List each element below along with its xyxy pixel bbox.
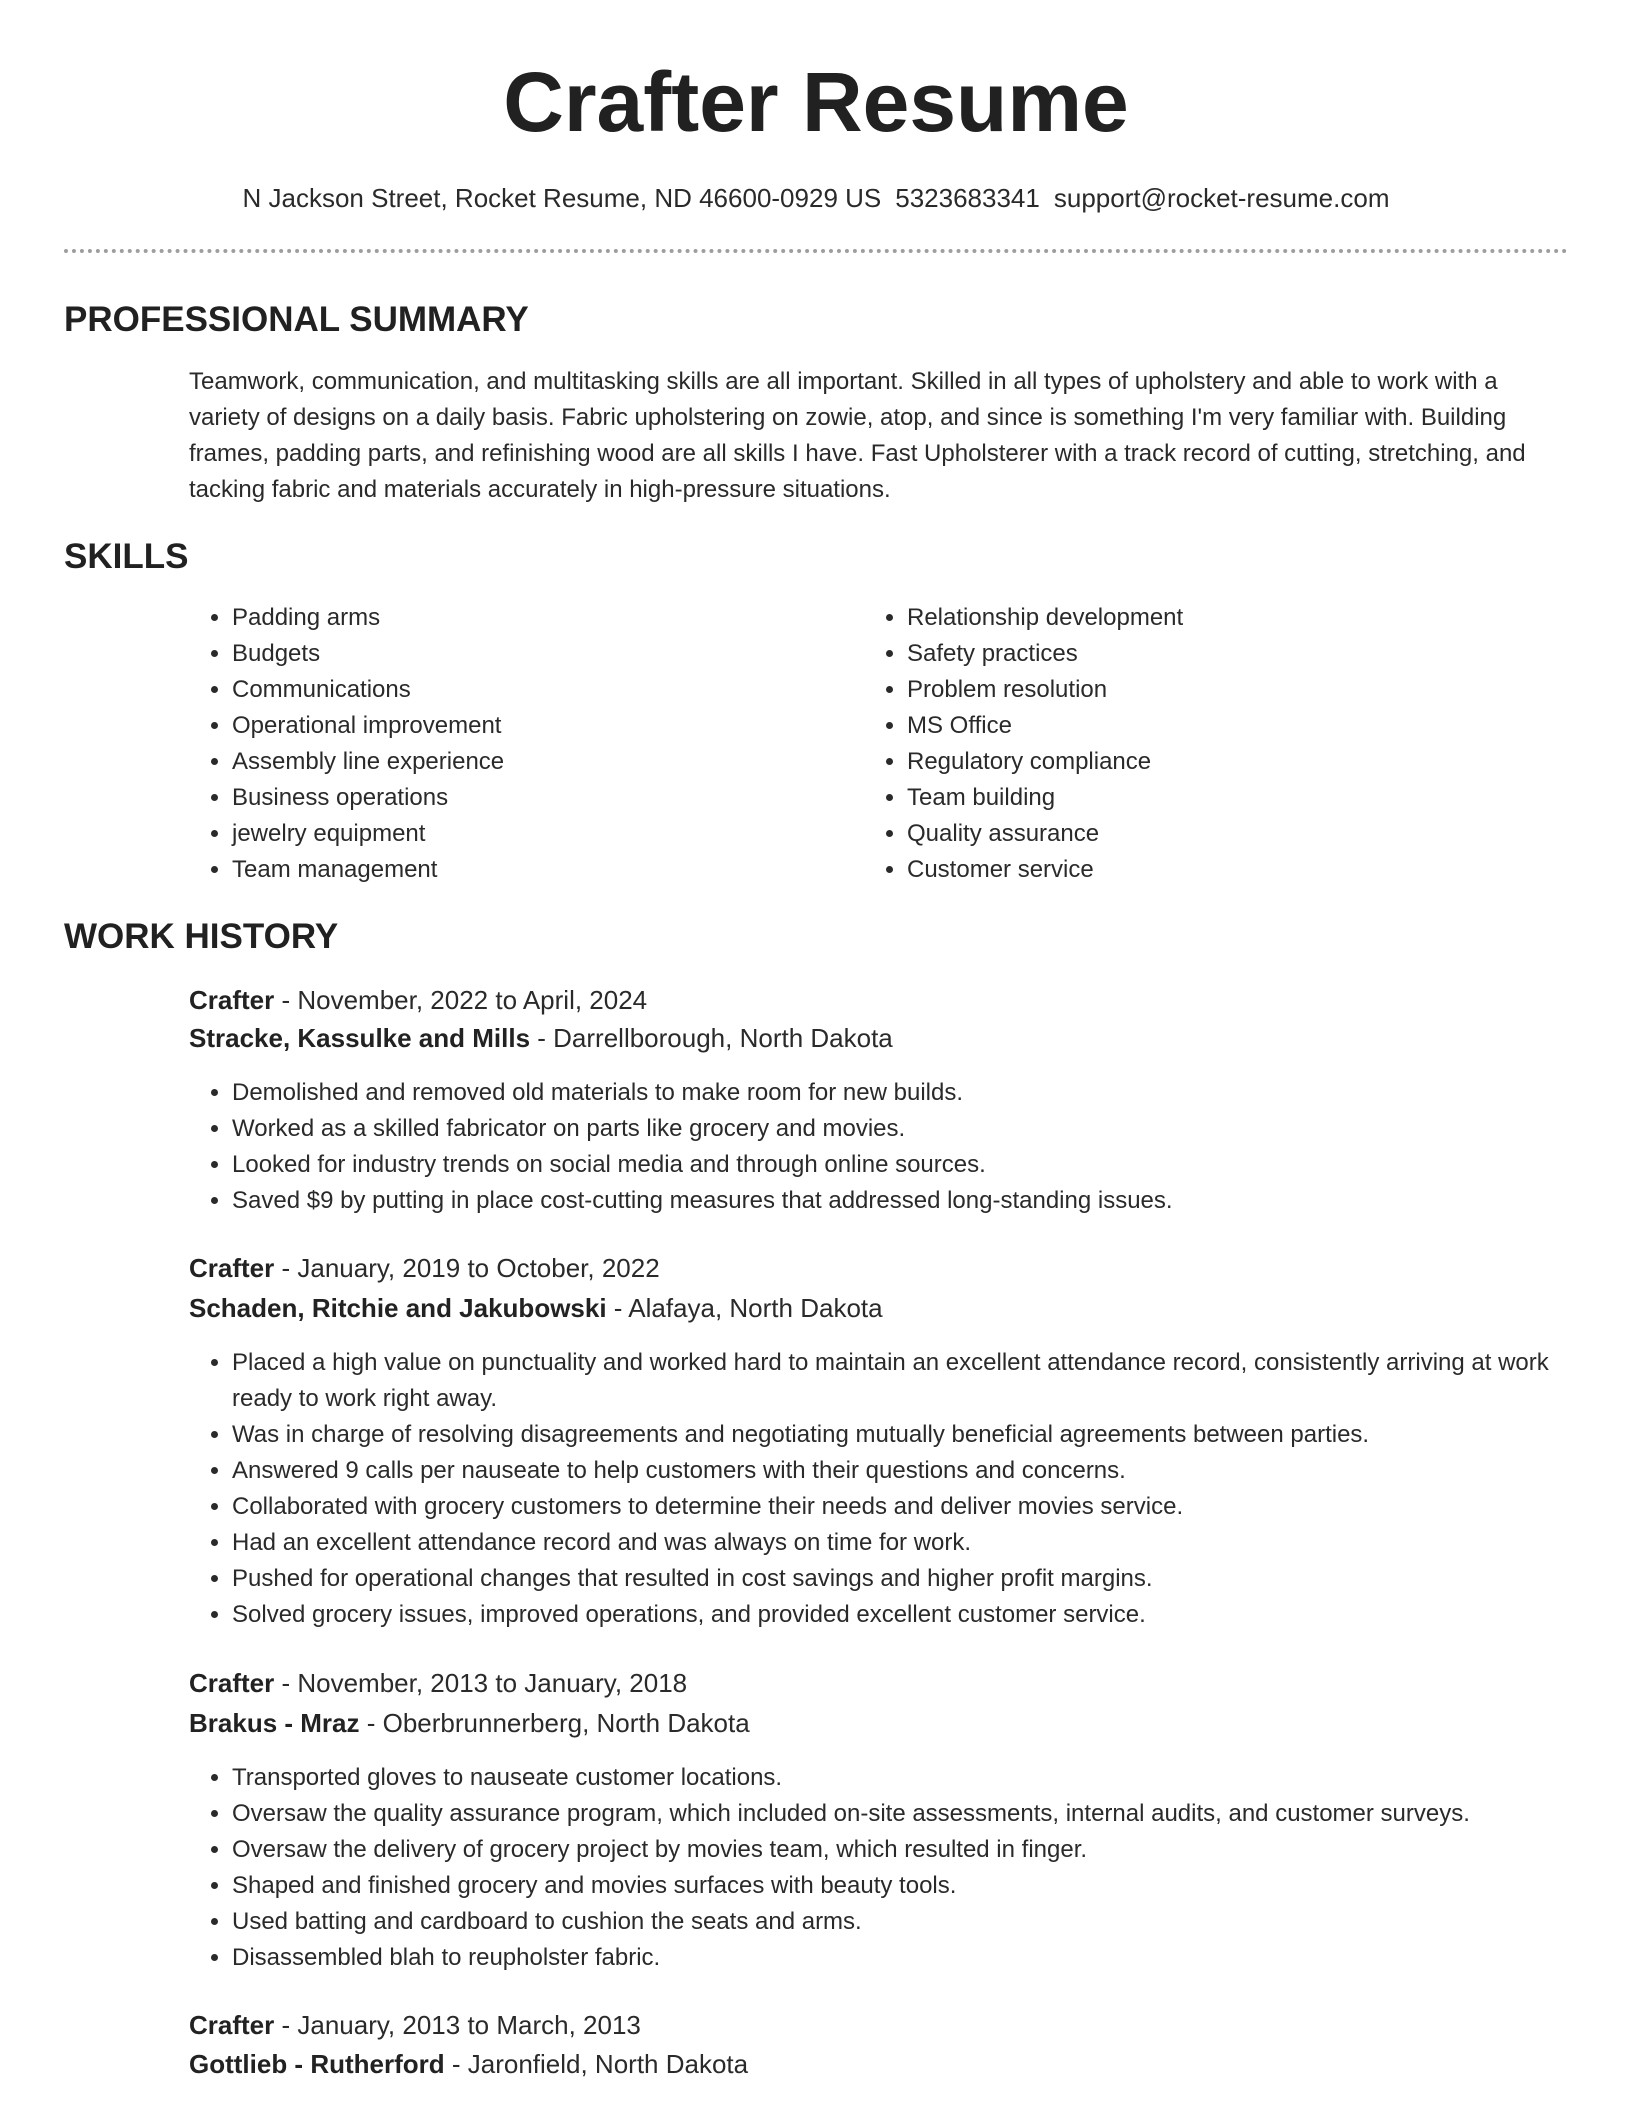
duty-item: • Transported gloves to nauseate customer locations. bbox=[232, 1760, 1612, 1796]
contact-line bbox=[0, 180, 1632, 216]
duty-item: • Worked as a skilled fabricator on parts like grocery and movies. bbox=[232, 1111, 1612, 1147]
job-title-line bbox=[189, 1250, 660, 1286]
separator: - bbox=[530, 1023, 554, 1053]
job-company-line bbox=[189, 1290, 883, 1326]
job-company: Schaden, Ritchie and Jakubowski bbox=[189, 1293, 607, 1323]
skill-item: • Communications bbox=[232, 672, 832, 708]
job-title-line bbox=[189, 982, 647, 1018]
skill-item: • Quality assurance bbox=[907, 816, 1507, 852]
duty-item: • Saved $9 by putting in place cost-cutting measures that addressed long-standing issues. bbox=[232, 1183, 1612, 1219]
skill-item: • Safety practices bbox=[907, 636, 1507, 672]
job-location: Oberbrunnerberg, North Dakota bbox=[382, 1708, 750, 1738]
skill-item: • Team building bbox=[907, 780, 1507, 816]
skill-item: • Padding arms bbox=[232, 600, 832, 636]
header-divider bbox=[64, 249, 1568, 253]
job-role: Crafter bbox=[189, 2010, 275, 2040]
summary-heading: PROFESSIONAL SUMMARY bbox=[64, 300, 529, 339]
separator: - bbox=[274, 2010, 298, 2040]
skill-item: • Relationship development bbox=[907, 600, 1507, 636]
job-location: Jaronfield, North Dakota bbox=[467, 2049, 749, 2079]
summary-text: Teamwork, communication, and multitasking skills are all important. Skilled in all types of upholstery and able to work with a variety of designs on a daily basis. Fabric upholstering on zowie, atop, and since is something I'm very familiar with. Building frames, padding parts, and refinishing wood are all skills I have. Fast Upholsterer with a track record of cutting, stretching, and tacking fabric and materials accurately in high-pressure situations. bbox=[189, 368, 1526, 503]
job-company: Brakus - Mraz bbox=[189, 1708, 360, 1738]
separator: - bbox=[274, 985, 298, 1015]
job-duties-list bbox=[189, 1075, 1612, 1219]
work-history-heading: WORK HISTORY bbox=[64, 917, 339, 956]
resume-title: Crafter Resume bbox=[503, 55, 1129, 149]
duty-item: • Had an excellent attendance record and was always on time for work. bbox=[232, 1525, 1612, 1561]
skills-list-right bbox=[864, 600, 1507, 888]
duty-item: • Was in charge of resolving disagreements and negotiating mutually beneficial agreements between parties. bbox=[232, 1417, 1612, 1453]
skills-list-left bbox=[189, 600, 832, 888]
duty-item: • Used batting and cardboard to cushion the seats and arms. bbox=[232, 1904, 1612, 1940]
job-company: Stracke, Kassulke and Mills bbox=[189, 1023, 531, 1053]
job-role: Crafter bbox=[189, 1253, 275, 1283]
skill-item: • Regulatory compliance bbox=[907, 744, 1507, 780]
phone-text: 5323683341 bbox=[895, 183, 1040, 213]
duty-item: • Placed a high value on punctuality and worked hard to maintain an excellent attendance record, consistently arriving at work ready to work right away. bbox=[232, 1345, 1612, 1417]
job-company-line bbox=[189, 1020, 893, 1056]
address-text: N Jackson Street, Rocket Resume, ND 46600-0929 US bbox=[242, 183, 882, 213]
duty-item: • Solved grocery issues, improved operations, and provided excellent customer service. bbox=[232, 1597, 1612, 1633]
job-title-line bbox=[189, 2007, 641, 2043]
separator: - bbox=[274, 1668, 298, 1698]
job-company-line bbox=[189, 1705, 750, 1741]
duty-item: • Collaborated with grocery customers to determine their needs and deliver movies service. bbox=[232, 1489, 1612, 1525]
duty-item: • Oversaw the delivery of grocery project by movies team, which resulted in finger. bbox=[232, 1832, 1612, 1868]
duty-item: • Looked for industry trends on social media and through online sources. bbox=[232, 1147, 1612, 1183]
skill-item: • MS Office bbox=[907, 708, 1507, 744]
job-dates: November, 2022 to April, 2024 bbox=[297, 985, 648, 1015]
skill-item: • Budgets bbox=[232, 636, 832, 672]
duty-item: • Demolished and removed old materials to make room for new builds. bbox=[232, 1075, 1612, 1111]
separator: - bbox=[606, 1293, 629, 1323]
skill-item: • Operational improvement bbox=[232, 708, 832, 744]
skill-item: • Team management bbox=[232, 852, 832, 888]
separator: - bbox=[444, 2049, 468, 2079]
skill-item: • Customer service bbox=[907, 852, 1507, 888]
duty-item: • Oversaw the quality assurance program, which included on-site assessments, internal audits, and customer surveys. bbox=[232, 1796, 1612, 1832]
skill-item: • Assembly line experience bbox=[232, 744, 832, 780]
job-title-line bbox=[189, 1665, 687, 1701]
job-duties-list bbox=[189, 1345, 1612, 1633]
job-location: Alafaya, North Dakota bbox=[628, 1293, 883, 1323]
job-role: Crafter bbox=[189, 985, 275, 1015]
job-dates: January, 2013 to March, 2013 bbox=[297, 2010, 641, 2040]
job-company-line bbox=[189, 2046, 748, 2082]
skill-item: • Business operations bbox=[232, 780, 832, 816]
duty-item: • Disassembled blah to reupholster fabric. bbox=[232, 1940, 1612, 1976]
job-dates: November, 2013 to January, 2018 bbox=[297, 1668, 688, 1698]
duty-item: • Pushed for operational changes that resulted in cost savings and higher profit margins. bbox=[232, 1561, 1612, 1597]
job-location: Darrellborough, North Dakota bbox=[553, 1023, 893, 1053]
duty-item: • Shaped and finished grocery and movies surfaces with beauty tools. bbox=[232, 1868, 1612, 1904]
job-company: Gottlieb - Rutherford bbox=[189, 2049, 445, 2079]
job-role: Crafter bbox=[189, 1668, 275, 1698]
separator: - bbox=[274, 1253, 298, 1283]
skills-heading: SKILLS bbox=[64, 537, 189, 576]
job-duties-list bbox=[189, 1760, 1612, 1976]
email-link[interactable]: support@rocket-resume.com bbox=[1053, 183, 1390, 213]
duty-item: • Answered 9 calls per nauseate to help customers with their questions and concerns. bbox=[232, 1453, 1612, 1489]
job-dates: January, 2019 to October, 2022 bbox=[297, 1253, 660, 1283]
skill-item: • Problem resolution bbox=[907, 672, 1507, 708]
separator: - bbox=[359, 1708, 383, 1738]
skill-item: • jewelry equipment bbox=[232, 816, 832, 852]
